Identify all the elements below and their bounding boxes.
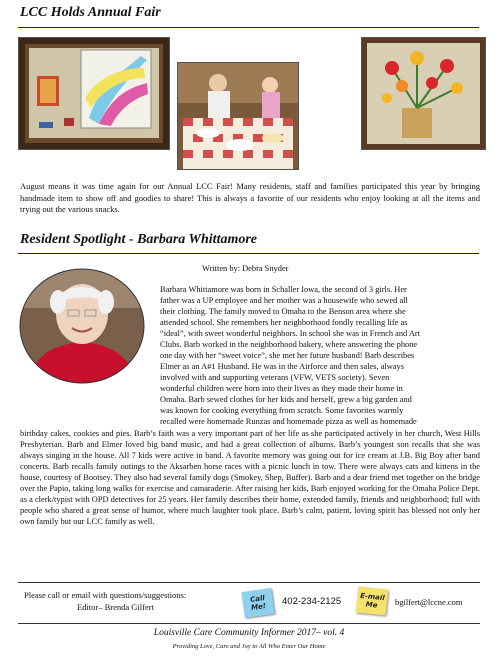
story-line: Barbara Whittamore was born in Schaller Iowa, the second of 3 girls. Her xyxy=(160,285,407,294)
story-line: their clothing. The family moved to Omaha to the Benson area where she xyxy=(160,307,406,316)
spotlight-heading-rule xyxy=(18,253,479,254)
call-me-note: Call Me! xyxy=(241,588,274,618)
story-line: was known for cooking everything from scratch. Some favorites warmly xyxy=(160,406,404,415)
email-me-note: E-mail Me xyxy=(356,587,389,616)
fair-photo-flowers xyxy=(361,37,486,150)
fair-caption: August means it was time again for our Annual LCC Fair! Many residents, staff and families participated this year by bringing handmade item to show off and goodies to share! This is always a favorite of our residents who enjoy looking at all the items and trying out the various snacks. xyxy=(20,181,480,215)
story-line: recalled were homemade Runzas and homemade pizza as well as homemade xyxy=(160,417,417,426)
fair-photo-display-case xyxy=(18,37,170,150)
spotlight-byline: Written by: Debra Snyder xyxy=(202,264,289,273)
spotlight-story-continued: birthday cakes, cookies and pies. Barb’s faith was a very important part of her life as she participated actively in her church, West Hills Presbyterian. Barb and Elmer loved big band music, and had a great collection of albums. Barb’s youngest son recalls that she was always singing in the house. All 7 kids were active in band. A favorite memory was going out for ice cream at J.B. Big Boy after band concerts. Barb recalls family outings to the Aksarben horse races with a picnic lunch in tow. There were always cats and kittens in the house, courtesy of Bootsey. They also had several family dogs (Smokey, Shep, Buffer). Barb and a dear friend met together on the bridge over the Papio, taking long walks for exercise and camaraderie. After raising her kids, Barb enjoyed working for the Omaha Police Dept. as a clerk/typist with OPD detectives for 25 years. Her family describes their home, extended family, friends and neighborhood; full with people who shared a great sense of humor, where much laughter took place. Barb’s calm, patient, loving spirit has blessed not only her own family but our LCC family as well. xyxy=(20,429,480,526)
portrait-photo xyxy=(18,268,146,384)
contact-editor: Editor– Brenda Gilfert xyxy=(77,602,154,612)
story-line: involved with and supporting veterans (VFW, VETS society). Seven xyxy=(160,373,390,382)
fair-photo-snack-table xyxy=(177,62,299,170)
story-line: Omaha. Barb sewed clothes for her kids and herself, grew a big garden and xyxy=(160,395,412,404)
fair-heading-rule xyxy=(18,27,479,28)
contact-prompt: Please call or email with questions/suggestions: xyxy=(24,590,187,600)
story-line: attended school. She remembers her neighborhood fondly recalling life as xyxy=(160,318,408,327)
contact-phone[interactable]: 402-234-2125 xyxy=(282,596,342,607)
story-line: one day with her “sweet voice”, she met her future husband! Barb describes xyxy=(160,351,415,360)
spotlight-heading: Resident Spotlight - Barbara Whittamore xyxy=(20,232,258,247)
story-line: wonderful children were born into their lives as they made their home in xyxy=(160,384,403,393)
footer-subtitle: Providing Love, Care and Joy to All Who Enter Our Home xyxy=(172,643,326,650)
fair-heading: LCC Holds Annual Fair xyxy=(20,5,161,20)
story-line: “ideal”, with sweet wonderful neighbors. In school she was in French and Art xyxy=(160,329,421,338)
story-line: father was a UP employee and her mother was a housewife who sewed all xyxy=(160,296,408,305)
spotlight-story-wrapped xyxy=(160,284,480,427)
story-line: Clubs. Barb worked in the neighborhood bakery, where answering the phone xyxy=(160,340,418,349)
footer-title: Louisville Care Community Informer 2017– vol. 4 xyxy=(153,628,345,638)
story-line: Elmer as an A#1 Husband. He was in the Airforce and then sales, always xyxy=(160,362,404,371)
contact-email[interactable]: bgilfert@lccne.com xyxy=(395,597,463,607)
